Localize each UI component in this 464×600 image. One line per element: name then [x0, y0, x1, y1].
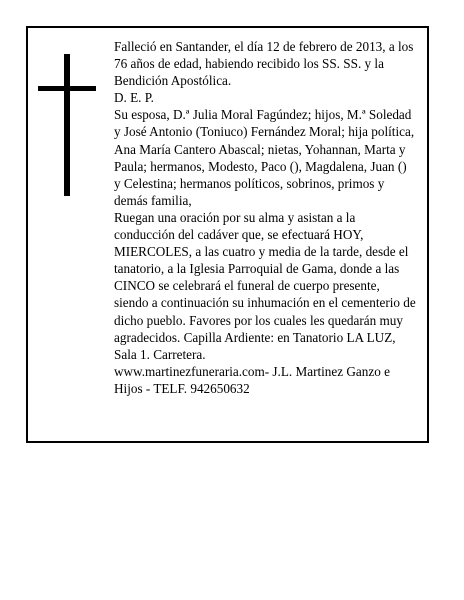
rip-line: D. E. P.: [114, 90, 154, 106]
family-list: Su esposa, D.ª Julia Moral Fagúndez; hijos, M.ª Soledad y José Antonio (Toniuco) Fernández Moral; hija política, Ana María Cantero Abascal; nietas, Yohannan, Marta y Paula; hermanos, Modesto, Paco (), Magdalena, Juan () y Celestina; hermanos políticos, sobrinos, primos y demás familia,: [114, 107, 415, 208]
death-notice: Falleció en Santander, el día 12 de febrero de 2013, a los 76 años de edad, habiendo recibido los SS. SS. y la Bendición Apostólica.: [114, 39, 414, 89]
prayer-request: Ruegan una oración por su alma y asistan a la conducción del cadáver que, se efectuará HOY, MIERCOLES, a las cuatro y media de la tarde, desde el tanatorio, a la Iglesia Parroquial de Gama, donde a las CINCO se celebrará el funeral de cuerpo presente, siendo a continuación su inhumación en el cementerio de dicho pueblo. Favores por los cuales les quedarán muy agradecidos. Capilla Ardiente: en Tanatorio LA LUZ, Sala 1. Carretera.: [114, 209, 416, 362]
cross-vertical-bar: [64, 54, 70, 196]
obituary-text: [114, 38, 416, 397]
funeral-home-contact: www.martinezfuneraria.com- J.L. Martinez Ganzo e Hijos - TELF. 942650632: [114, 363, 390, 396]
cross-horizontal-bar: [38, 86, 96, 91]
